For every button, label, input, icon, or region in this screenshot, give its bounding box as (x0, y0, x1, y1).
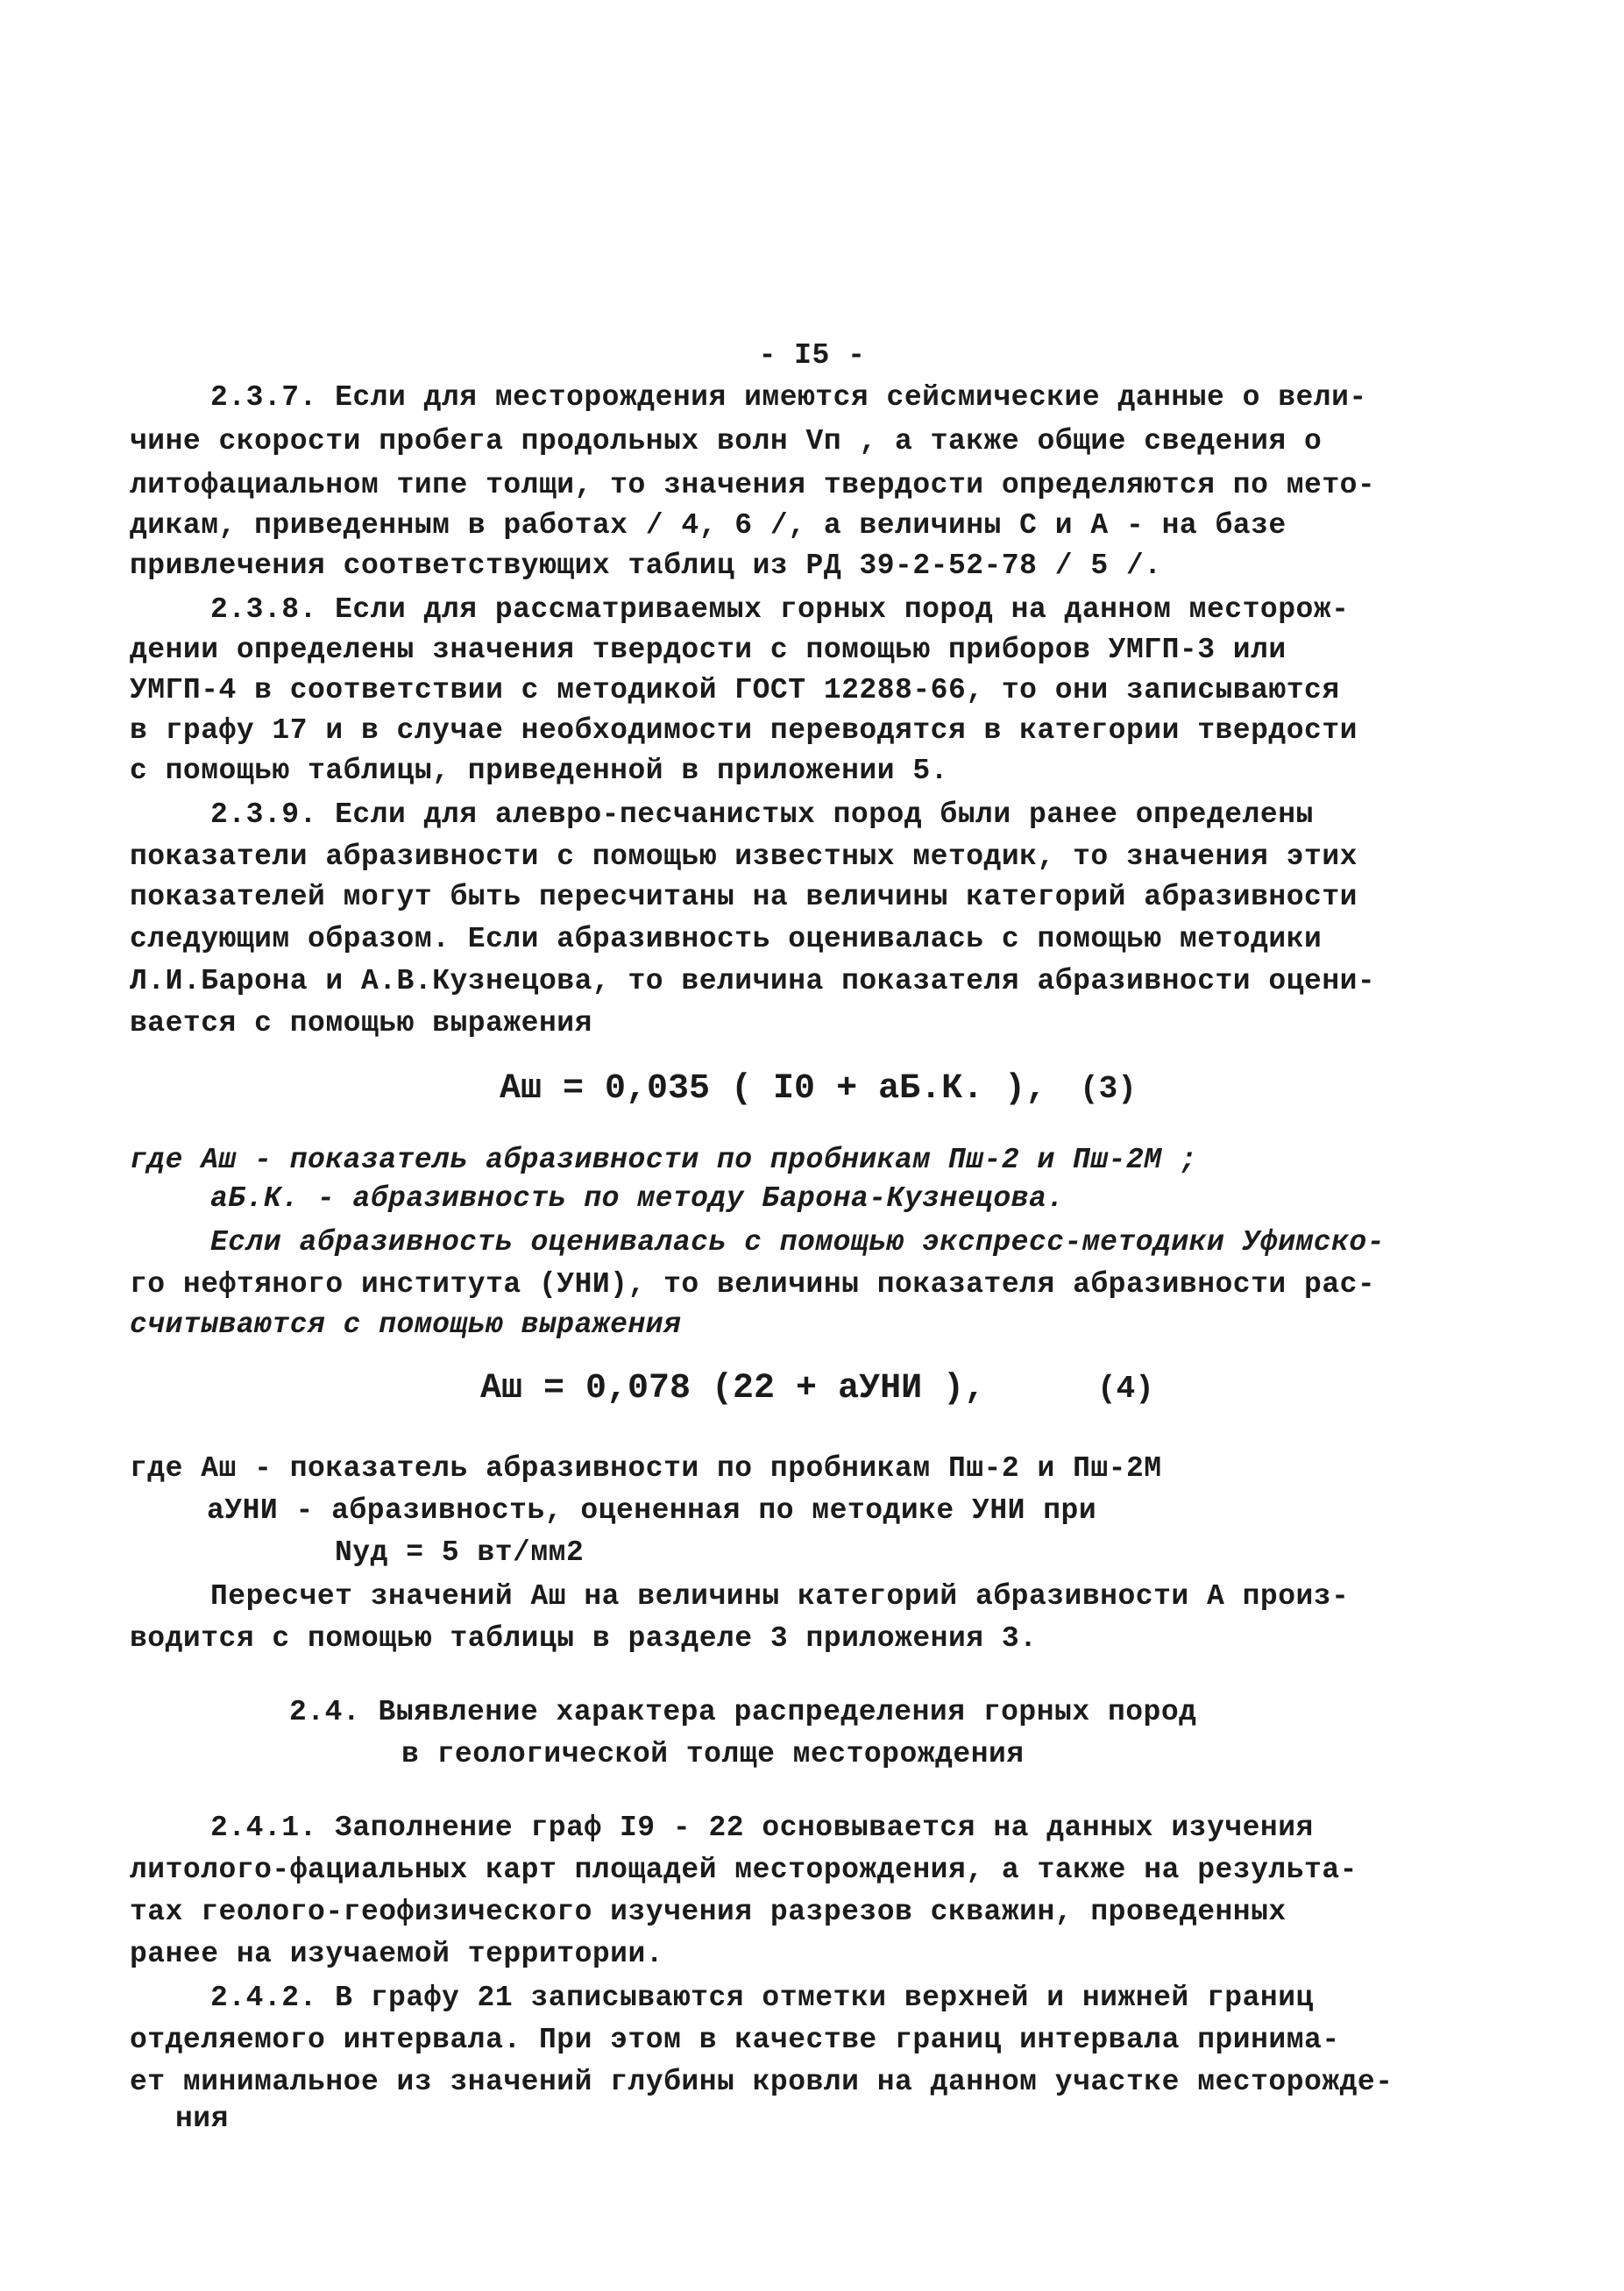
formula-3-number: (3) (1080, 1071, 1137, 1107)
text-line: чине скорости пробега продольных волн Vп , а также общие сведения о (130, 425, 1323, 457)
text-line: вается с помощью выражения (130, 1007, 592, 1039)
text-line: aУНИ - абразивность, оцененная по методике УНИ при (207, 1494, 1097, 1527)
formula-3: Aш = 0,035 ( I0 + aБ.К. ), (500, 1069, 1047, 1109)
section-heading: 2.4. Выявление характера распределения горных пород (289, 1696, 1197, 1728)
text-line: где Aш - показатель абразивности по пробникам Пш-2 и Пш-2М (130, 1452, 1162, 1485)
text-line: Если абразивность оценивалась с помощью экспресс-методики Уфимско- (210, 1226, 1386, 1259)
text-line: где Aш - показатель абразивности по пробникам Пш-2 и Пш-2М ; (130, 1144, 1198, 1176)
text-line: считываются с помощью выражения (130, 1309, 682, 1341)
text-line: тах геолого-геофизического изучения разрезов скважин, проведенных (130, 1896, 1287, 1928)
text-line: показателей могут быть пересчитаны на величины категорий абразивности (130, 881, 1358, 913)
text-line: УМГП-4 в соответствии с методикой ГОСТ 12288-66, то они записываются (130, 674, 1340, 706)
formula-4: Aш = 0,078 (22 + aУНИ ), (480, 1369, 986, 1408)
text-line: показатели абразивности с помощью известных методик, то значения этих (130, 841, 1358, 873)
text-line: ния (175, 2103, 229, 2135)
text-line: 2.4.2. В графу 21 записываются отметки верхней и нижней границ (210, 1982, 1314, 2014)
text-line: литолого-фациальных карт площадей месторождения, а также на результа- (130, 1854, 1358, 1886)
text-line: 2.4.1. Заполнение граф I9 - 22 основывается на данных изучения (210, 1812, 1314, 1844)
text-line: литофациальном типе толщи, то значения твердости определяются по мето- (130, 469, 1376, 501)
formula-4-number: (4) (1097, 1371, 1154, 1407)
text-line: 2.3.8. Если для рассматриваемых горных пород на данном месторож- (210, 593, 1350, 626)
text-line: в графу 17 и в случае необходимости переводятся в категории твердости (130, 714, 1358, 747)
text-line: ранее на изучаемой территории. (130, 1938, 664, 1970)
text-line: следующим образом. Если абразивность оценивалась с помощью методики (130, 923, 1323, 955)
section-heading: в геологической толще месторождения (401, 1738, 1025, 1770)
text-line: с помощью таблицы, приведенной в приложении 5. (130, 755, 948, 787)
text-line: привлечения соответствующих таблиц из РД 39-2-52-78 / 5 /. (130, 550, 1162, 582)
text-line: aБ.К. - абразивность по методу Барона-Кузнецова. (210, 1182, 1065, 1215)
text-line: 2.3.7. Если для месторождения имеются сейсмические данные о вели- (210, 381, 1367, 414)
text-line: водится с помощью таблицы в разделе 3 приложения 3. (130, 1622, 1038, 1655)
text-line: Л.И.Барона и А.В.Кузнецова, то величина показателя абразивности оцени- (130, 965, 1376, 997)
text-line: дении определены значения твердости с помощью приборов УМГП-3 или (130, 634, 1287, 666)
text-line: отделяемого интервала. При этом в качестве границ интервала принима- (130, 2024, 1340, 2056)
text-line: дикам, приведенным в работах / 4, 6 /, а величины С и А - на базе (130, 509, 1287, 542)
page-number: - I5 - (758, 339, 866, 372)
text-line: го нефтяного института (УНИ), то величины показателя абразивности рас- (130, 1268, 1376, 1301)
text-line: ет минимальное из значений глубины кровли на данном участке месторожде- (130, 2066, 1394, 2098)
text-line: 2.3.9. Если для алевро-песчанистых пород были ранее определены (210, 798, 1314, 831)
text-line: Nуд = 5 вт/мм2 (335, 1536, 585, 1569)
text-line: Пересчет значений Aш на величины категорий абразивности А произ- (210, 1580, 1350, 1613)
